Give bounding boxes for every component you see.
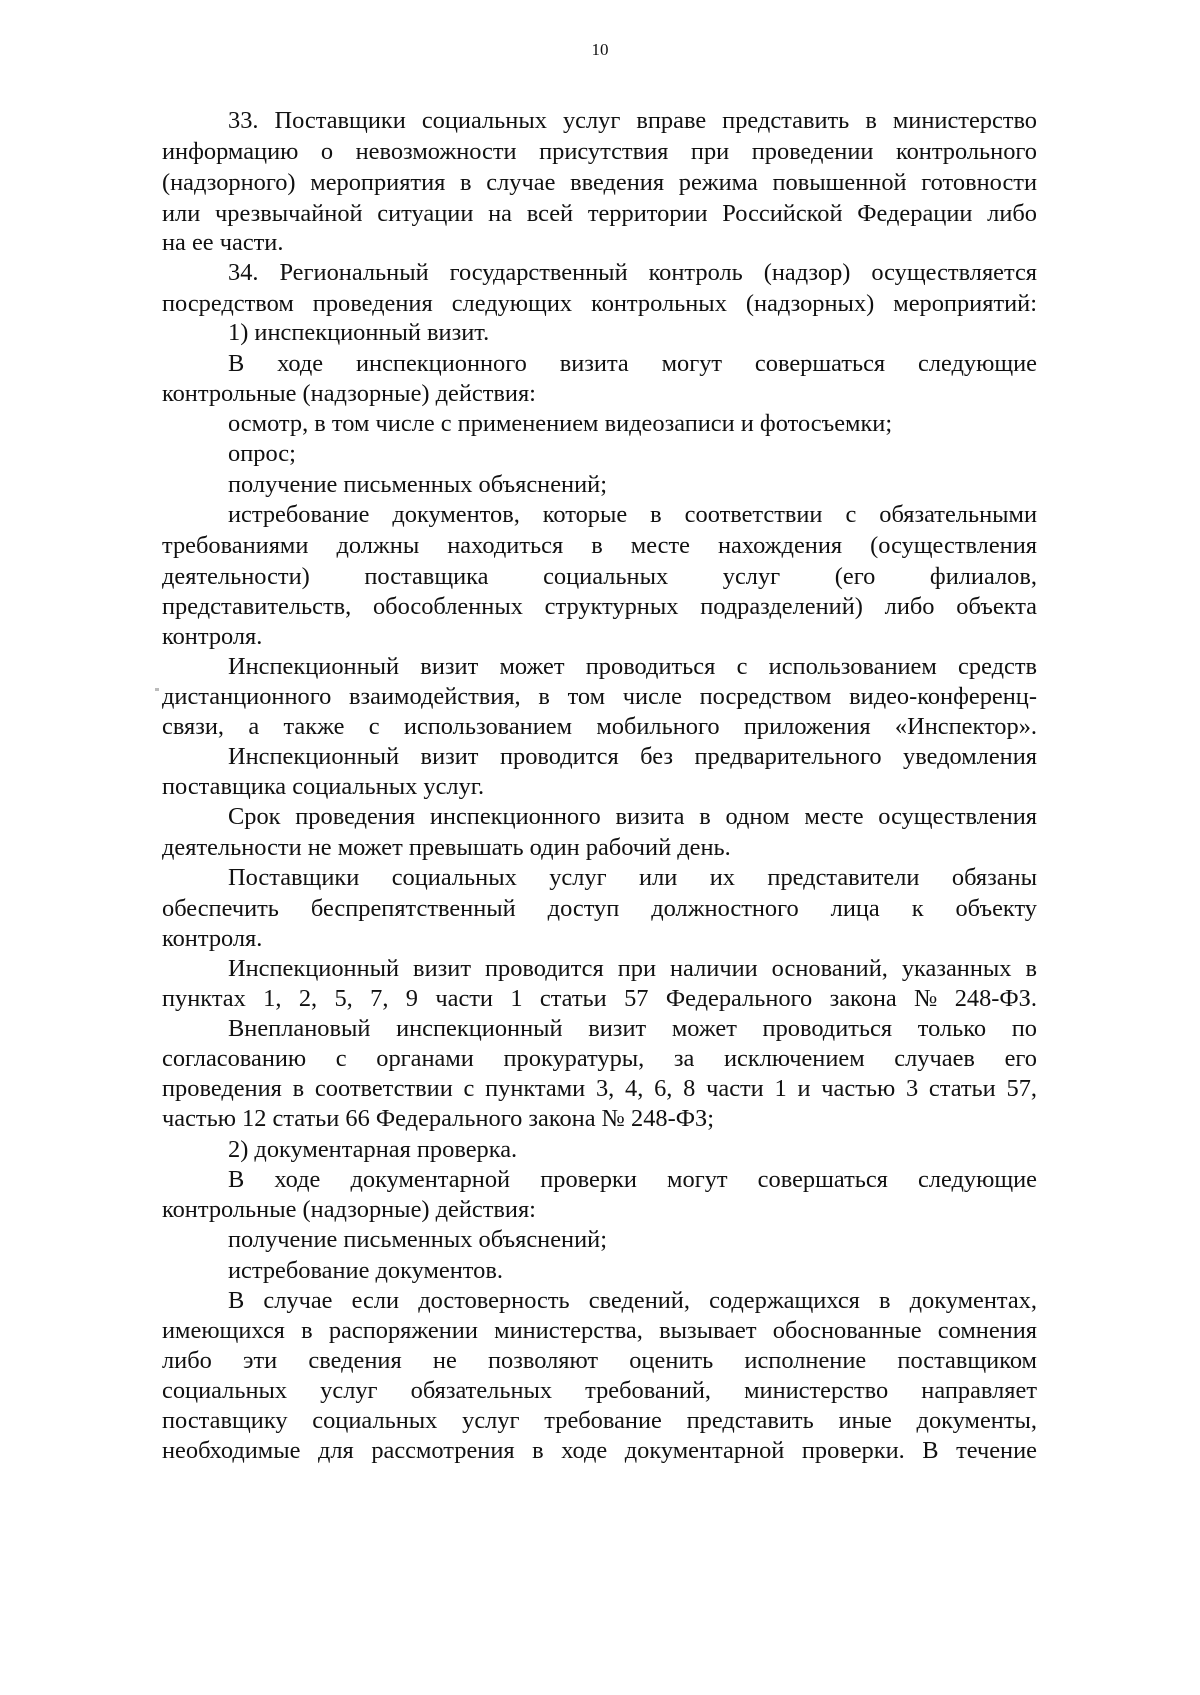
text-line: 33. Поставщики социальных услуг вправе представить в министерство	[228, 107, 1037, 134]
text-line: имеющихся в распоряжении министерства, вызывает обоснованные сомнения	[162, 1317, 1037, 1344]
text-line: контроля.	[162, 925, 263, 952]
text-line: получение письменных объяснений;	[228, 1226, 607, 1253]
text-line: В ходе инспекционного визита могут совершаться следующие	[228, 350, 1037, 377]
text-line: 34. Региональный государственный контроль (надзор) осуществляется	[228, 259, 1037, 286]
text-line: опрос;	[228, 440, 296, 467]
text-line: Поставщики социальных услуг или их представители обязаны	[228, 864, 1037, 891]
text-line: дистанционного взаимодействия, в том числе посредством видео-конференц-	[162, 683, 1037, 710]
text-line: необходимые для рассмотрения в ходе документарной проверки. В течение	[162, 1437, 1037, 1464]
text-line: социальных услуг обязательных требований, министерство направляет	[162, 1377, 1037, 1404]
text-line: посредством проведения следующих контрольных (надзорных) мероприятий:	[162, 290, 1037, 317]
text-line: В случае если достоверность сведений, содержащихся в документах,	[228, 1287, 1037, 1314]
text-line: контроля.	[162, 623, 263, 650]
text-line: деятельности) поставщика социальных услуг (его филиалов,	[162, 563, 1037, 590]
text-line: Срок проведения инспекционного визита в одном месте осуществления	[228, 803, 1037, 830]
text-line: поставщика социальных услуг.	[162, 773, 485, 800]
page-number: 10	[591, 40, 609, 59]
text-line: пунктах 1, 2, 5, 7, 9 части 1 статьи 57 Федерального закона № 248-ФЗ.	[162, 985, 1037, 1012]
text-line: поставщику социальных услуг требование представить иные документы,	[162, 1407, 1037, 1434]
text-line: Инспекционный визит проводится при наличии оснований, указанных в	[228, 955, 1037, 982]
text-line: на ее части.	[162, 229, 284, 256]
text-line: 2) документарная проверка.	[228, 1136, 518, 1163]
text-line: представительств, обособленных структурных подразделений) либо объекта	[162, 593, 1037, 620]
text-line: истребование документов.	[228, 1257, 503, 1284]
text-line: согласованию с органами прокуратуры, за исключением случаев его	[162, 1045, 1037, 1072]
text-line: контрольные (надзорные) действия:	[162, 380, 536, 407]
text-line: связи, а также с использованием мобильного приложения «Инспектор».	[162, 713, 1037, 740]
text-line: либо эти сведения не позволяют оценить исполнение поставщиком	[162, 1347, 1037, 1374]
text-line: истребование документов, которые в соответствии с обязательными	[228, 501, 1037, 528]
text-line: В ходе документарной проверки могут совершаться следующие	[228, 1166, 1037, 1193]
text-line: Инспекционный визит может проводиться с использованием средств	[228, 653, 1037, 680]
text-line: 1) инспекционный визит.	[228, 319, 490, 346]
text-line: контрольные (надзорные) действия:	[162, 1196, 536, 1223]
text-line: Внеплановый инспекционный визит может проводиться только по	[228, 1015, 1037, 1042]
text-line: информацию о невозможности присутствия при проведении контрольного	[162, 138, 1037, 165]
text-line: (надзорного) мероприятия в случае введения режима повышенной готовности	[162, 169, 1037, 196]
text-line: Инспекционный визит проводится без предварительного уведомления	[228, 743, 1037, 770]
scan-mark	[155, 688, 159, 691]
text-line: осмотр, в том числе с применением видеозаписи и фотосъемки;	[228, 410, 893, 437]
text-line: проведения в соответствии с пунктами 3, 4, 6, 8 части 1 и частью 3 статьи 57,	[162, 1075, 1037, 1102]
text-line: обеспечить беспрепятственный доступ должностного лица к объекту	[162, 895, 1037, 922]
text-line: требованиями должны находиться в месте нахождения (осуществления	[162, 532, 1037, 559]
text-line: или чрезвычайной ситуации на всей территории Российской Федерации либо	[162, 200, 1037, 227]
text-line: получение письменных объяснений;	[228, 471, 607, 498]
text-line: деятельности не может превышать один рабочий день.	[162, 834, 731, 861]
text-line: частью 12 статьи 66 Федерального закона № 248-ФЗ;	[162, 1105, 714, 1132]
